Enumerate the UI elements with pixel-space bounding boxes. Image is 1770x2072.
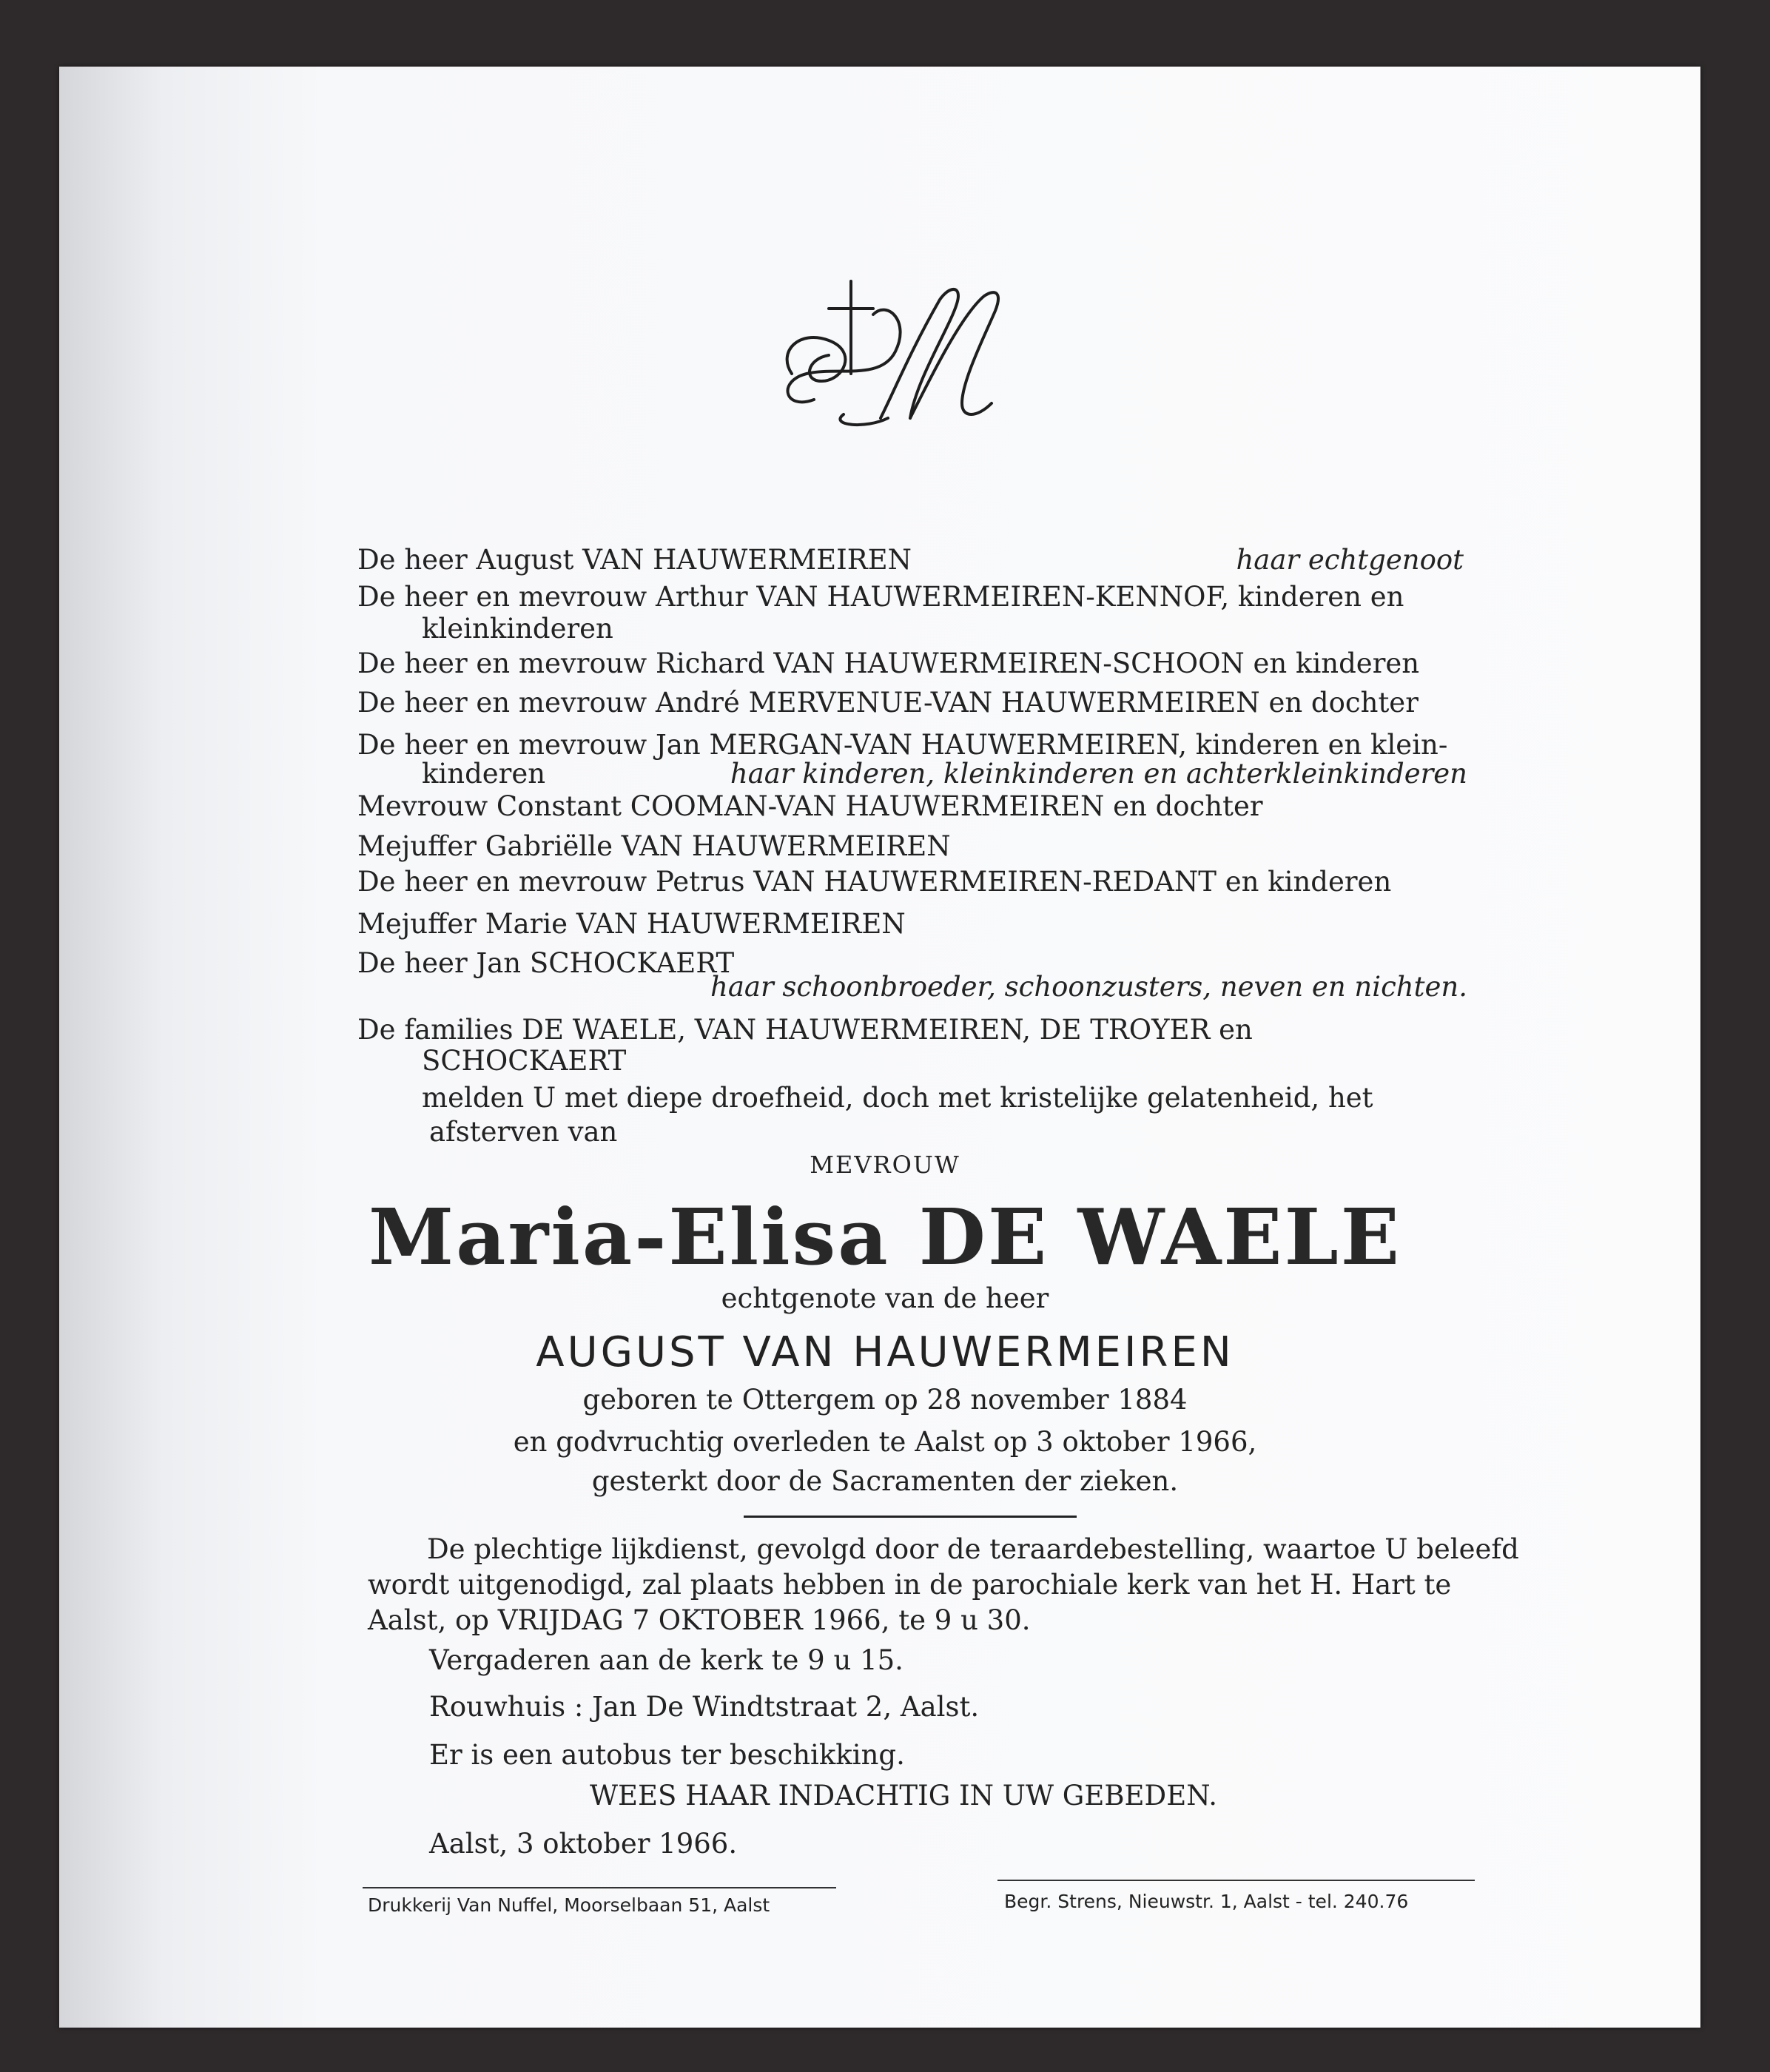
family-line: De heer Jan SCHOCKAERT <box>357 947 735 979</box>
family-line-continuation: kleinkinderen <box>422 613 613 645</box>
announcement-line: melden U met diepe droefheid, doch met kristelijke gelatenheid, het <box>422 1082 1373 1114</box>
deceased-name: Maria-Elisa DE WAELE <box>369 1191 1401 1282</box>
footer-rule-left <box>363 1887 836 1888</box>
death-line: en godvruchtig overleden te Aalst op 3 oktober 1966, <box>513 1426 1257 1458</box>
funeral-paragraph: De plechtige lijkdienst, gevolgd door de teraardebestelling, waartoe U beleefd wordt uitgenodigd, zal plaats hebben in de parochiale kerk van het H. Hart te Aalst, op VRIJDAG 7 OKTOBER 1966, te 9 u 30. <box>368 1533 1519 1636</box>
family-line: De heer August VAN HAUWERMEIREN haar echtgenoot <box>357 544 1464 576</box>
family-line: Mejuffer Marie VAN HAUWERMEIREN <box>357 908 906 940</box>
family-line: De heer en mevrouw Richard VAN HAUWERMEIREN-SCHOON en kinderen <box>357 648 1420 679</box>
husband-name: AUGUST VAN HAUWERMEIREN <box>536 1328 1234 1376</box>
family-line-continuation: SCHOCKAERT <box>422 1045 627 1077</box>
family-line: Mejuffer Gabriëlle VAN HAUWERMEIREN <box>357 830 951 862</box>
family-line-continuation: kinderen haar kinderen, kleinkinderen en achterkleinkinderen <box>422 758 1467 790</box>
place-date-line: Aalst, 3 oktober 1966. <box>429 1828 738 1860</box>
relation-line: echtgenote van de heer <box>721 1282 1049 1314</box>
cross-monogram-icon <box>770 270 1051 440</box>
undertaker-credit: Begr. Strens, Nieuwstr. 1, Aalst - tel. 240.76 <box>1004 1891 1409 1912</box>
footer-rule-right <box>997 1880 1475 1881</box>
meeting-line: Vergaderen aan de kerk te 9 u 15. <box>429 1644 903 1676</box>
bus-line: Er is een autobus ter beschikking. <box>429 1739 905 1771</box>
family-line: De heer en mevrouw Arthur VAN HAUWERMEIREN-KENNOF, kinderen en <box>357 581 1404 613</box>
family-line: De heer en mevrouw André MERVENUE-VAN HAUWERMEIREN en dochter <box>357 687 1419 719</box>
family-line: Mevrouw Constant COOMAN-VAN HAUWERMEIREN en dochter <box>357 790 1263 822</box>
family-line: De heer en mevrouw Jan MERGAN-VAN HAUWERMEIREN, kinderen en klein- <box>357 729 1448 761</box>
sacraments-line: gesterkt door de Sacramenten der zieken. <box>591 1465 1179 1497</box>
family-line: De heer en mevrouw Petrus VAN HAUWERMEIREN-REDANT en kinderen <box>357 866 1392 898</box>
prayer-line: WEES HAAR INDACHTIG IN UW GEBEDEN. <box>590 1780 1217 1812</box>
announcement-line: afsterven van <box>429 1116 618 1148</box>
mourning-house-line: Rouwhuis : Jan De Windtstraat 2, Aalst. <box>429 1691 980 1723</box>
family-line: De families DE WAELE, VAN HAUWERMEIREN, DE TROYER en <box>357 1014 1253 1046</box>
title-mevrouw: MEVROUW <box>810 1151 960 1179</box>
divider <box>744 1516 1077 1518</box>
printer-credit: Drukkerij Van Nuffel, Moorselbaan 51, Aalst <box>368 1894 770 1916</box>
birth-line: geboren te Ottergem op 28 november 1884 <box>582 1384 1188 1416</box>
